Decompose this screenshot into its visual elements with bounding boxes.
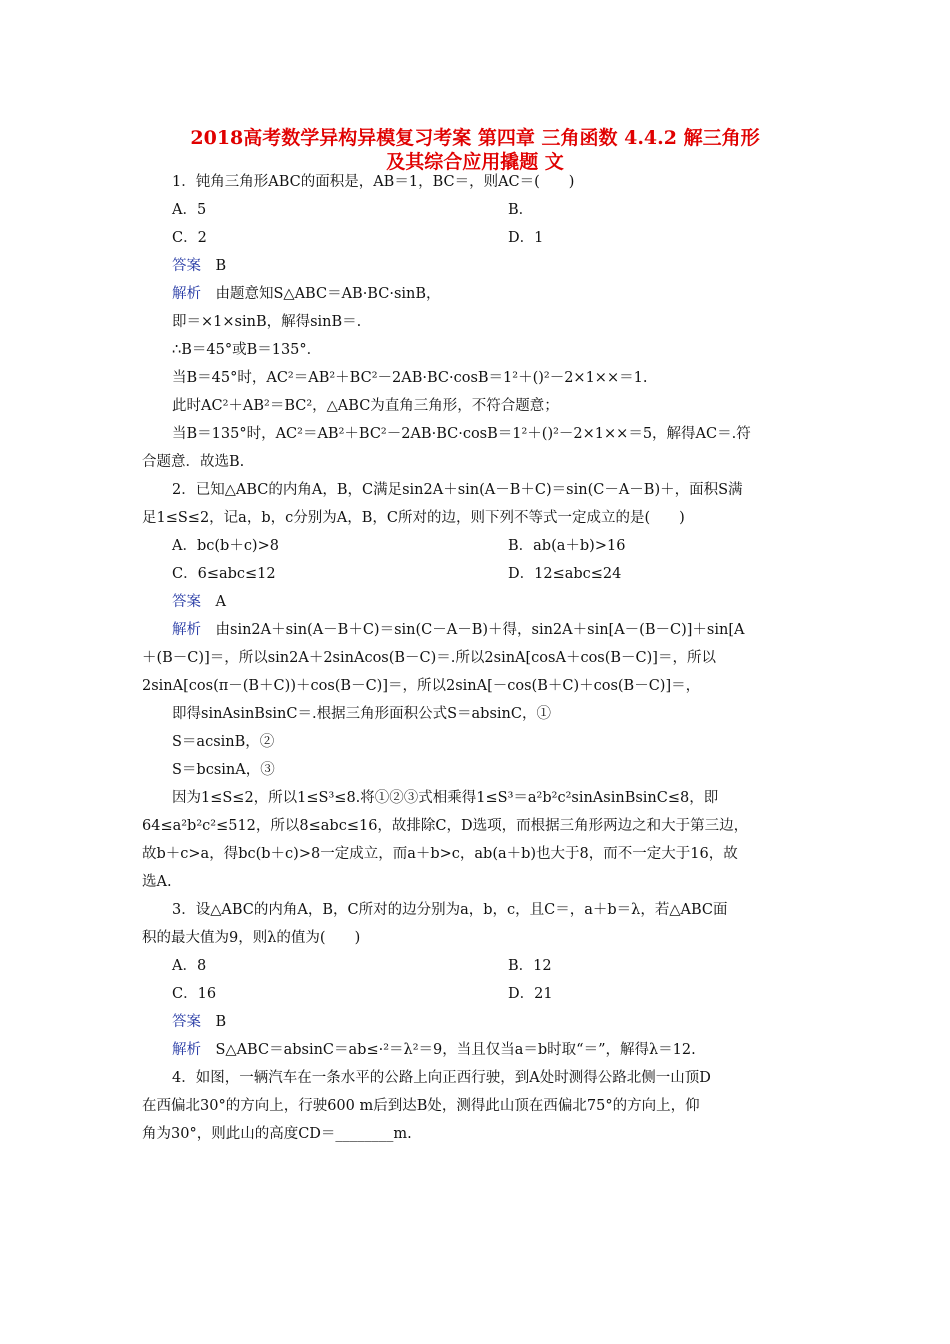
q3-answer-value: B [215,1014,227,1030]
q2-answer-row [172,592,226,612]
q1-option-b: B． [508,202,534,218]
q3-answer-row [172,1012,226,1032]
analysis-label: 解析 [172,622,201,638]
q3-analysis-line: S△ABC＝absinC＝ab≤·²＝λ²＝9，当且仅当a＝b时取“＝”，解得λ＝12. [215,1042,696,1058]
q3-stem-line-1: 3．设△ABC的内角A，B，C所对的边分别为a，b，c，且C＝，a＋b＝λ，若△ABC面 [172,902,728,918]
answer-label: 答案 [172,1014,201,1030]
q3-option-d: D．21 [508,986,553,1002]
analysis-label: 解析 [172,286,201,302]
q4-stem-line-3: 角为30°，则此山的高度CD＝________m. [142,1126,412,1142]
q2-stem-line-1: 2．已知△ABC的内角A，B，C满足sin2A＋sin(A－B＋C)＝sin(C－A－B)＋，面积S满 [172,482,743,498]
q2-answer-value: A [215,594,226,610]
q2-analysis-line-6: S＝bcsinA，③ [172,762,275,778]
q4-stem-line-1: 4．如图，一辆汽车在一条水平的公路上向正西行驶，到A处时测得公路北侧一山顶D [172,1070,711,1086]
q1-analysis-row [172,284,441,304]
document-title-line-2: 及其综合应用撬题 文 [386,151,564,173]
q3-option-c: C．16 [172,986,217,1002]
q1-option-a: A．5 [172,202,207,218]
q2-option-b: B．ab(a＋b)>16 [508,538,626,554]
q2-analysis-line-1: 由sin2A＋sin(A－B＋C)＝sin(C－A－B)＋得，sin2A＋sin[A－(B－C)]＋sin[A [215,622,745,638]
q1-analysis-line-1: 由题意知S△ABC＝AB·BC·sinB， [215,286,441,302]
q2-option-d: D．12≤abc≤24 [508,566,622,582]
q3-option-a: A．8 [172,958,207,974]
q3-option-b: B．12 [508,958,552,974]
q1-analysis-line-5: 此时AC²＋AB²＝BC²，△ABC为直角三角形，不符合题意； [172,398,559,414]
q2-option-a: A．bc(b＋c)>8 [172,538,279,554]
q1-analysis-line-3: ∴B＝45°或B＝135°． [172,342,322,358]
document-title-line-1: 2018高考数学异构异模复习考案 第四章 三角函数 4.4.2 解三角形 [190,127,760,149]
q2-analysis-line-7: 因为1≤S≤2，所以1≤S³≤8.将①②③式相乘得1≤S³＝a²b²c²sinAsinBsinC≤8，即 [172,790,719,806]
q2-analysis-line-10: 选A. [142,874,172,890]
q1-analysis-line-7: 合题意．故选B. [142,454,245,470]
analysis-label: 解析 [172,1042,201,1058]
q2-analysis-line-9: 故b＋c>a，得bc(b＋c)>8一定成立，而a＋b>c，ab(a＋b)也大于8，而不一定大于16，故 [142,846,738,862]
q2-analysis-line-5: S＝acsinB，② [172,734,275,750]
q1-answer-value: B [215,258,227,274]
q2-analysis-line-4: 即得sinAsinBsinC＝.根据三角形面积公式S＝absinC，① [172,706,551,722]
q1-answer-row [172,256,226,276]
q3-analysis-row [172,1040,696,1060]
q2-analysis-line-2: ＋(B－C)]＝，所以sin2A＋2sinAcos(B－C)＝.所以2sinA[cosA＋cos(B－C)]＝，所以 [142,650,716,666]
q1-analysis-line-4: 当B＝45°时，AC²＝AB²＋BC²－2AB·BC·cosB＝1²＋()²－2×1××＝1. [172,370,648,386]
q2-analysis-line-3: 2sinA[cos(π－(B＋C))＋cos(B－C)]＝，所以2sinA[－cos(B＋C)＋cos(B－C)]＝， [142,678,701,694]
q2-analysis-line-8: 64≤a²b²c²≤512，所以8≤abc≤16，故排除C，D选项，而根据三角形两边之和大于第三边， [142,818,749,834]
q4-stem-line-2: 在西偏北30°的方向上，行驶600 m后到达B处，测得此山顶在西偏北75°的方向上，仰 [142,1098,700,1114]
q2-analysis-row [172,620,744,640]
q3-stem-line-2: 积的最大值为9，则λ的值为( ) [142,930,361,946]
q1-option-c: C．2 [172,230,207,246]
q2-option-c: C．6≤abc≤12 [172,566,276,582]
answer-label: 答案 [172,594,201,610]
q2-stem-line-2: 足1≤S≤2，记a，b，c分别为A，B，C所对的边，则下列不等式一定成立的是( ) [142,510,685,526]
q1-option-d: D．1 [508,230,544,246]
answer-label: 答案 [172,258,201,274]
q1-analysis-line-2: 即＝×1×sinB，解得sinB＝. [172,314,362,330]
q1-stem: 1．钝角三角形ABC的面积是，AB＝1，BC＝，则AC＝( ) [172,174,575,190]
q1-analysis-line-6: 当B＝135°时，AC²＝AB²＋BC²－2AB·BC·cosB＝1²＋()²－2×1××＝5，解得AC＝.符 [172,426,751,442]
